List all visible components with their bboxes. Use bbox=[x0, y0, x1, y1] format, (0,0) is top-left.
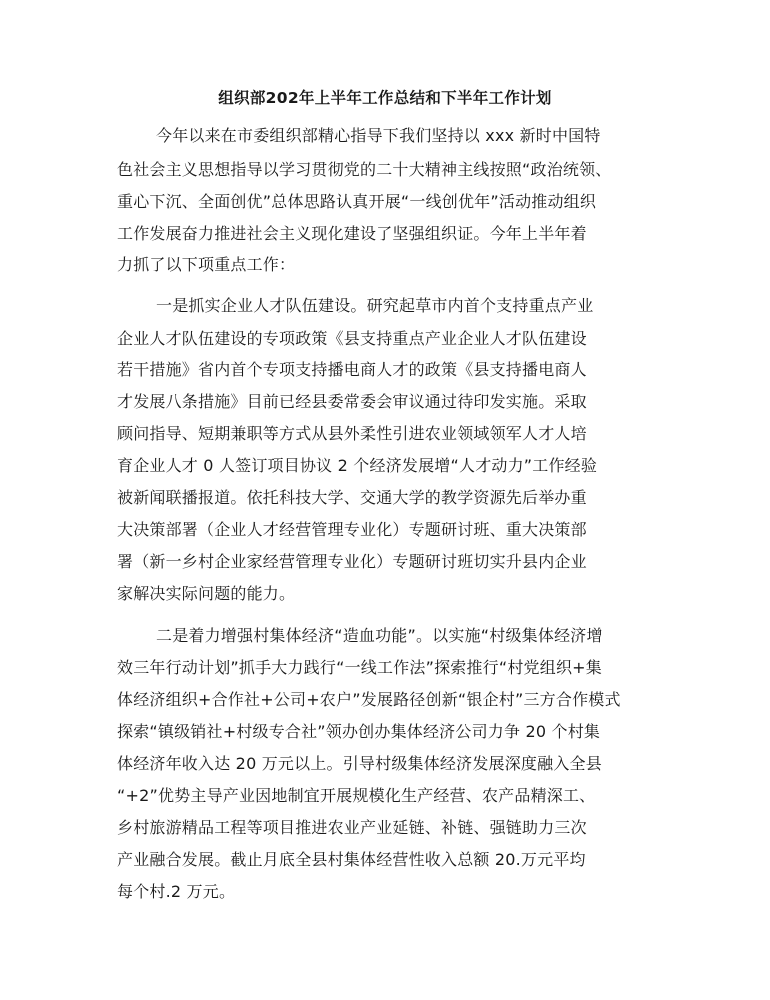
paragraph-3-line-9: 每个村.2 万元。 bbox=[117, 882, 236, 901]
paragraph-3-line-1: 二是着力增强村集体经济“造血功能”。以实施“村级集体经济增 bbox=[156, 626, 603, 645]
paragraph-1-line-4: 工作发展奋力推进社会主义现化建设了坚强组织证。今年上半年着 bbox=[117, 224, 587, 243]
paragraph-2-line-5: 顾问指导、短期兼职等方式从县外柔性引进农业领域领军人才人培 bbox=[117, 424, 587, 443]
paragraph-2-line-3: 若干措施》省内首个专项支持播电商人才的政策《县支持播电商人 bbox=[117, 360, 587, 379]
paragraph-2-line-8: 大决策部署（企业人才经营管理专业化）专题研讨班、重大决策部 bbox=[117, 520, 587, 539]
paragraph-1-line-2: 色社会主义思想指导以学习贯彻党的二十大精神主线按照“政治统领、 bbox=[117, 160, 612, 179]
paragraph-1-line-1: 今年以来在市委组织部精心指导下我们坚持以 xxx 新时中国特 bbox=[156, 126, 601, 145]
paragraph-2-line-9: 署（新一乡村企业家经营管理专业化）专题研讨班切实升县内企业 bbox=[117, 552, 587, 571]
paragraph-3-line-8: 产业融合发展。截止月底全县村集体经营性收入总额 20.万元平均 bbox=[117, 850, 586, 869]
paragraph-2-line-10: 家解决实际问题的能力。 bbox=[117, 584, 296, 603]
paragraph-2-line-2: 企业人才队伍建设的专项政策《县支持重点产业企业人才队伍建设 bbox=[117, 329, 587, 348]
paragraph-2-line-7: 被新闻联播报道。依托科技大学、交通大学的教学资源先后举办重 bbox=[117, 488, 587, 507]
paragraph-2-line-4: 才发展八条措施》目前已经县委常委会审议通过待印发实施。采取 bbox=[117, 392, 587, 411]
paragraph-1-line-3: 重心下沉、全面创优”总体思路认真开展“一线创优年”活动推动组织 bbox=[117, 192, 597, 211]
paragraph-1-line-5: 力抓了以下项重点工作： bbox=[117, 255, 296, 274]
paragraph-3-line-6: “+2”优势主导产业因地制宜开展规模化生产经营、农产品精深工、 bbox=[117, 786, 596, 805]
paragraph-3-line-3: 体经济组织+合作社+公司+农户”发展路径创新“银企村”三方合作模式 bbox=[117, 690, 621, 709]
document-title: 组织部202年上半年工作总结和下半年工作计划 bbox=[218, 89, 552, 107]
paragraph-3-line-7: 乡村旅游精品工程等项目推进农业产业延链、补链、强链助力三次 bbox=[117, 818, 587, 837]
paragraph-3-line-5: 体经济年收入达 20 万元以上。引导村级集体经济发展深度融入全县 bbox=[117, 754, 602, 773]
paragraph-3-line-2: 效三年行动计划”抓手大力践行“一线工作法”探索推行“村党组织+集 bbox=[117, 658, 602, 677]
paragraph-2-line-1: 一是抓实企业人才队伍建设。研究起草市内首个支持重点产业 bbox=[156, 296, 594, 315]
paragraph-3-line-4: 探索“镇级销社+村级专合社”领办创办集体经济公司力争 20 个村集 bbox=[117, 722, 601, 741]
paragraph-2-line-6: 育企业人才 0 人签订项目协议 2 个经济发展增“人才动力”工作经验 bbox=[117, 456, 598, 475]
